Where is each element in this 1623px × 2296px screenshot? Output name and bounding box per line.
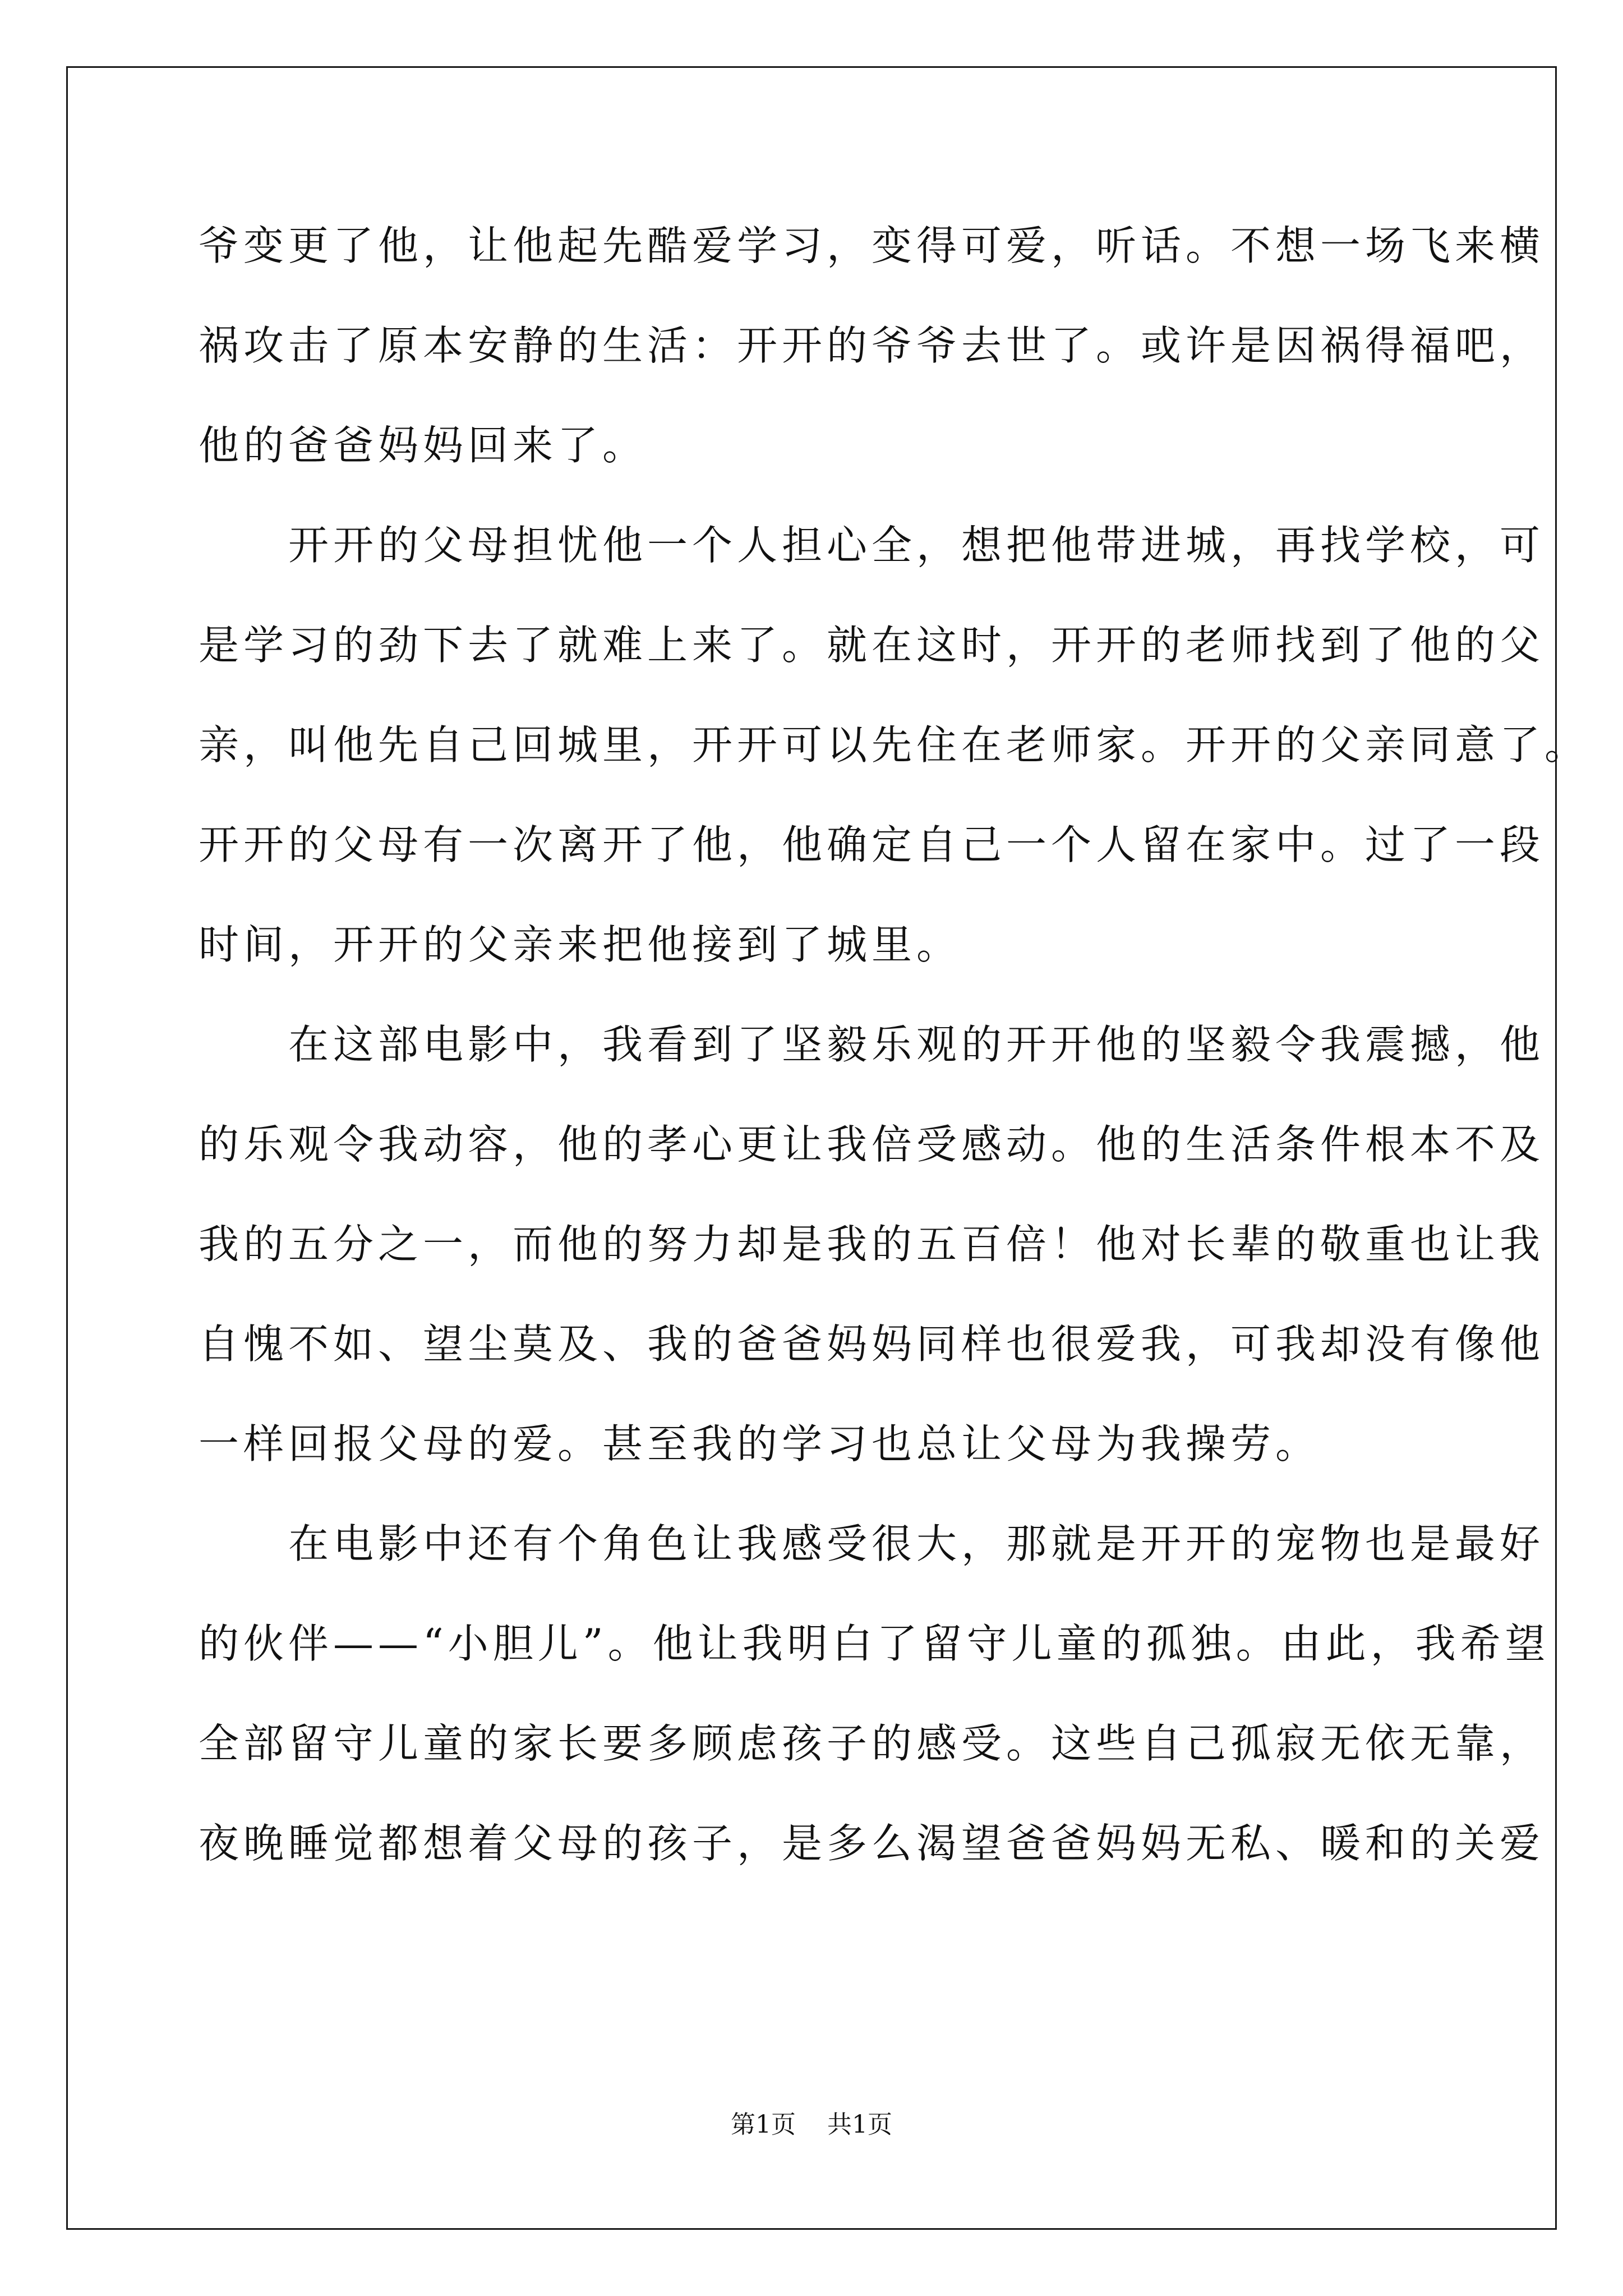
text-line: 自愧不如、望尘莫及、我的爸爸妈妈同样也很爱我，可我却没有像他 [199,1320,1545,1368]
page-number-total: 共1页 [827,2110,892,2139]
text-line: 的乐观令我动容，他的孝心更让我倍受感动。他的生活条件根本不及 [199,1121,1545,1168]
text-line: 爷变更了他，让他起先酷爱学习，变得可爱，听话。不想一场飞来横 [199,222,1545,269]
page-footer [0,2108,1623,2142]
text-line: 开开的父母担忧他一个人担心全，想把他带进城，再找学校，可 [199,522,1545,569]
text-line: 开开的父母有一次离开了他，他确定自己一个人留在家中。过了一段 [199,821,1545,868]
text-line: 我的五分之一，而他的努力却是我的五百倍！他对长辈的敬重也让我 [199,1221,1545,1268]
text-line: 夜晚睡觉都想着父母的孩子，是多么渴望爸爸妈妈无私、暖和的关爱 [199,1820,1545,1867]
document-body [199,218,1590,1915]
text-line: 亲，叫他先自己回城里，开开可以先住在老师家。开开的父亲同意了。 [199,721,1590,769]
text-line: 一样回报父母的爱。甚至我的学习也总让父母为我操劳。 [199,1420,1321,1467]
text-line: 祸攻击了原本安静的生活：开开的爷爷去世了。或许是因祸得福吧， [199,322,1545,369]
text-line: 在电影中还有个角色让我感受很大，那就是开开的宠物也是最好 [199,1520,1545,1567]
text-line: 是学习的劲下去了就难上来了。就在这时，开开的老师找到了他的父 [199,622,1545,669]
text-line: 全部留守儿童的家长要多顾虑孩子的感受。这些自己孤寂无依无靠， [199,1720,1545,1767]
text-line: 他的爸爸妈妈回来了。 [199,422,648,469]
text-line: 在这部电影中，我看到了坚毅乐观的开开他的坚毅令我震撼，他 [199,1021,1545,1068]
text-line: 时间，开开的父亲来把他接到了城里。 [199,921,962,968]
text-line: 的伙伴——“小胆儿”。他让我明白了留守儿童的孤独。由此，我希望 [199,1620,1550,1667]
page-number-current: 第1页 [731,2110,796,2139]
